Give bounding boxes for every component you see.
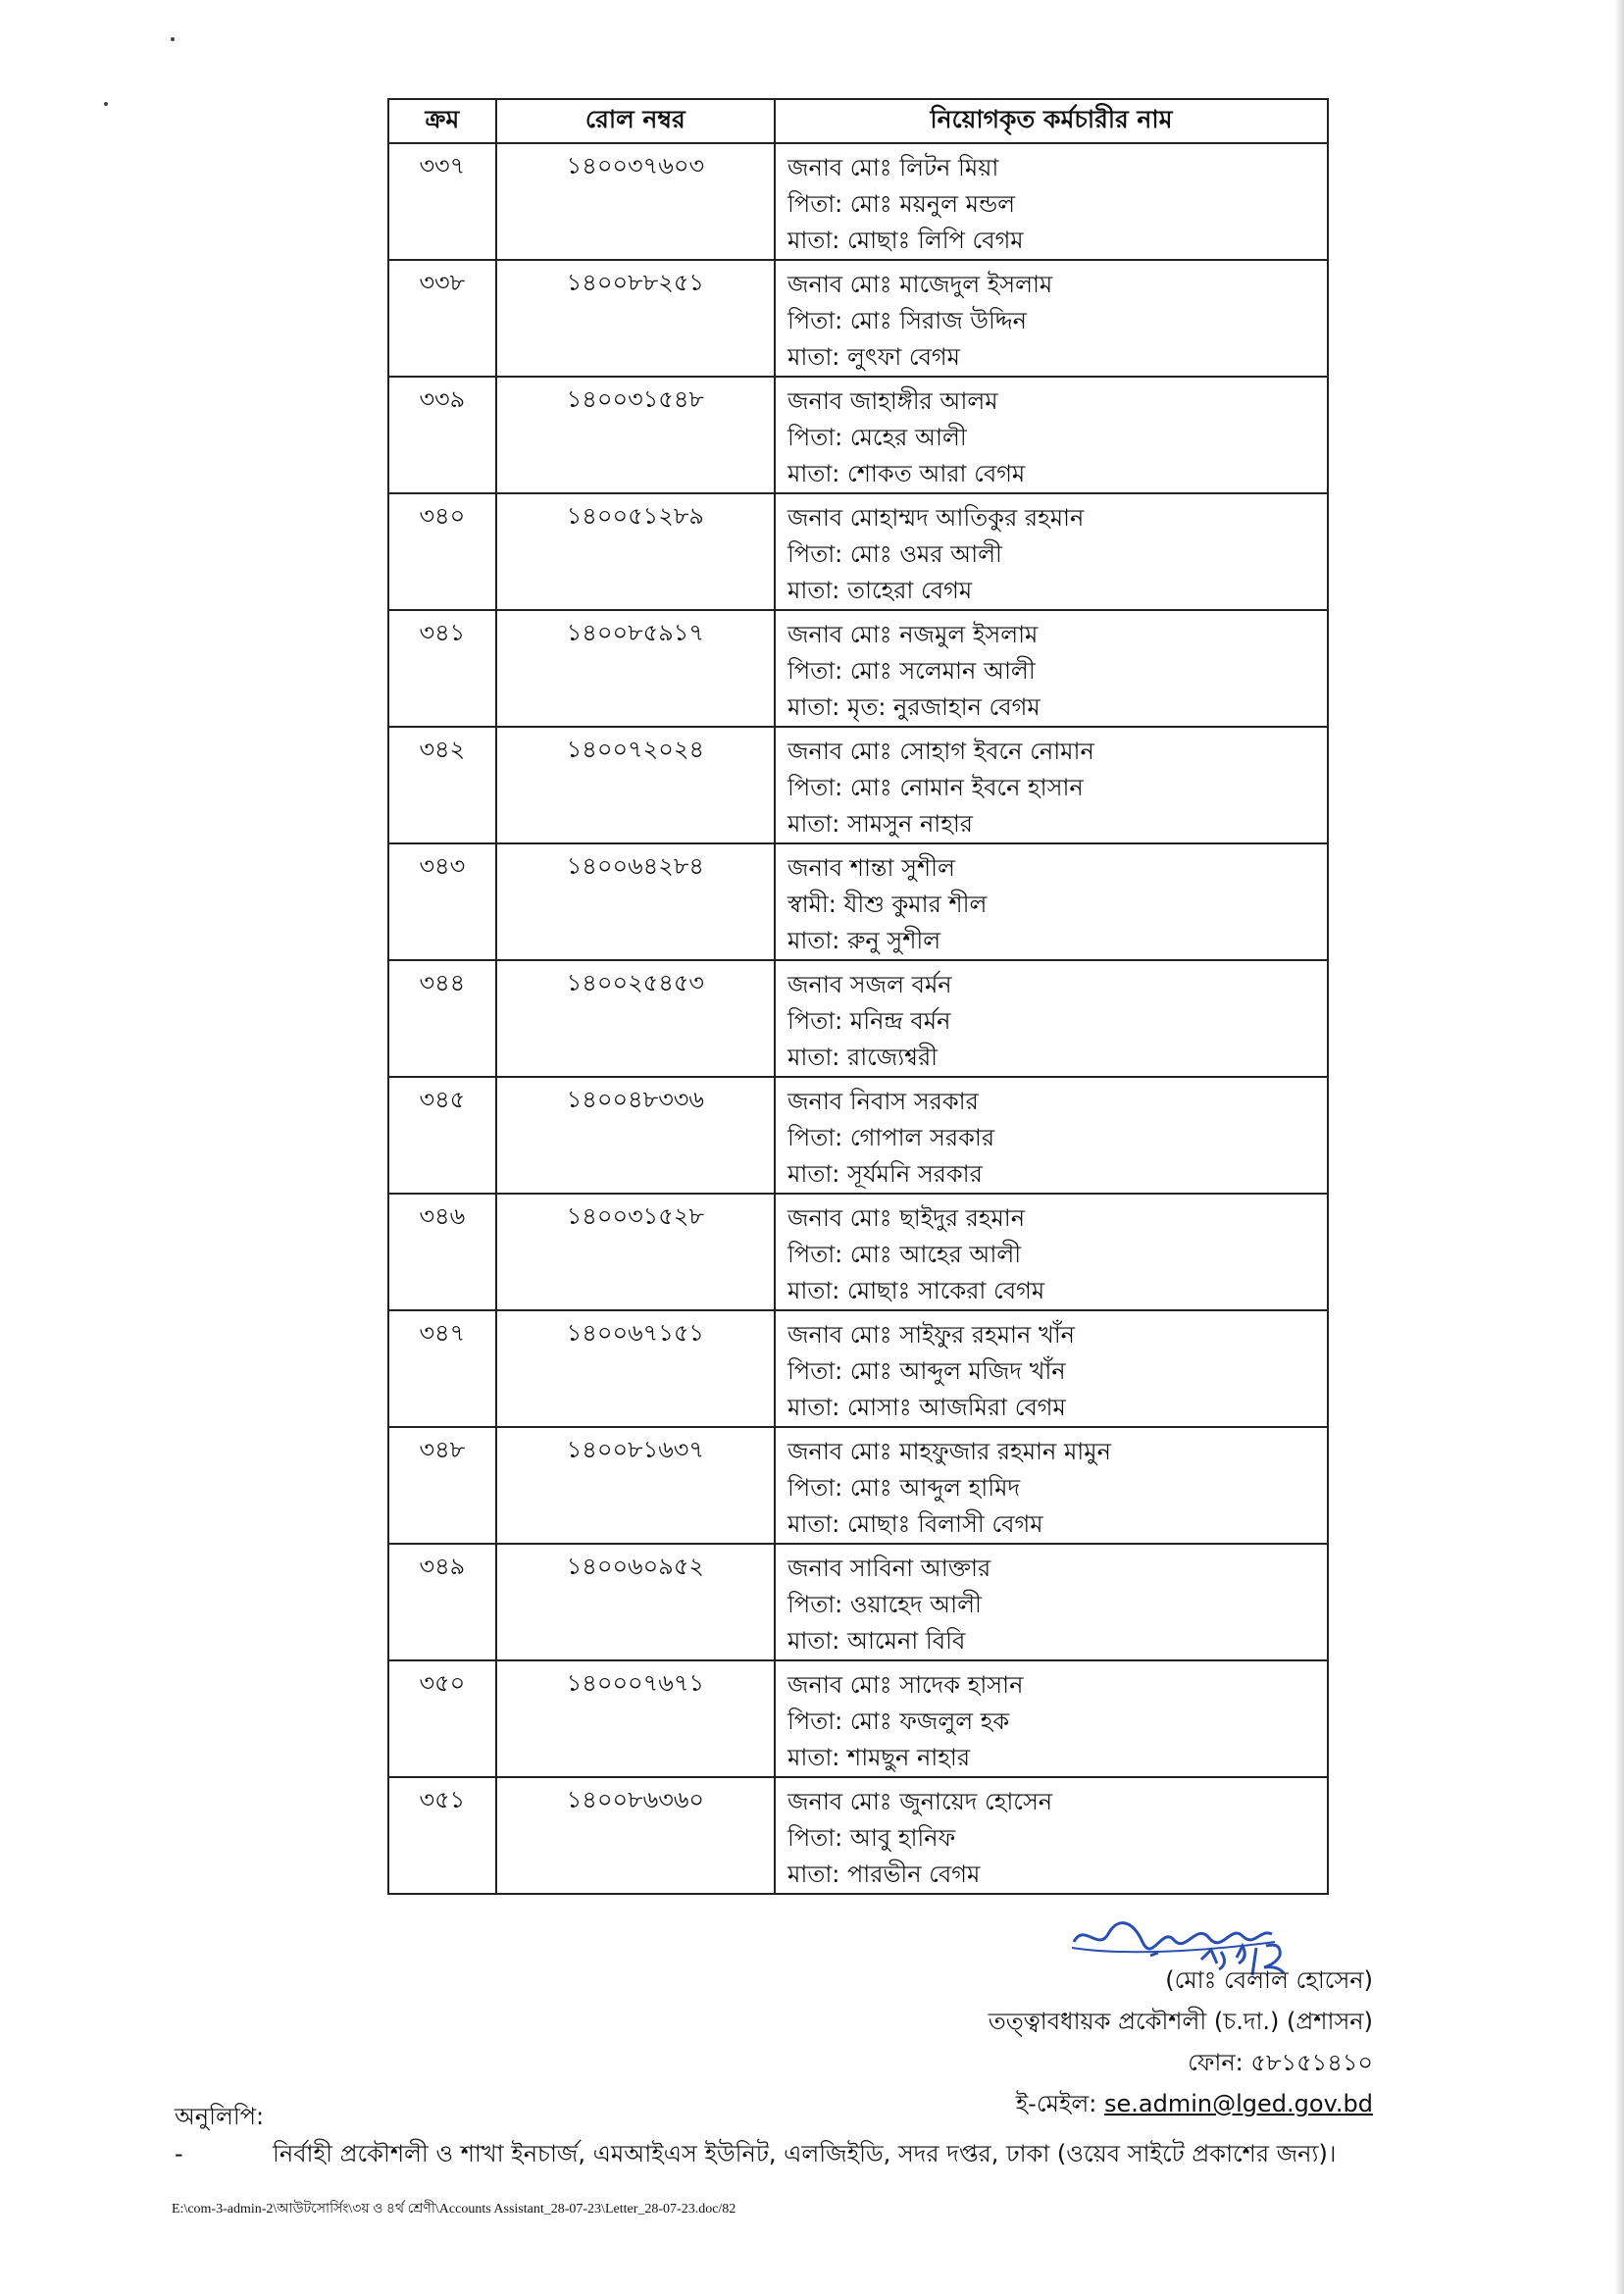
- table-row: [388, 610, 1328, 727]
- header-roll: রোল নম্বর: [496, 99, 775, 143]
- email-label: ই-মেইল:: [1015, 2090, 1097, 2117]
- row-serial: ৩৪৭: [388, 1310, 496, 1427]
- row-serial: ৩৪২: [388, 727, 496, 843]
- appointee-name: জনাব সজল বর্মন: [787, 971, 952, 998]
- row-roll-number: ১৪০০৬৭১৫১: [496, 1310, 775, 1427]
- row-roll-number: ১৪০০৩১৫৪৮: [496, 377, 775, 493]
- row-serial: ৩৪৫: [388, 1077, 496, 1194]
- appointee-mother: মাতা: তাহেরা বেগম: [787, 577, 973, 604]
- email-link[interactable]: se.admin@lged.gov.bd: [1104, 2090, 1373, 2117]
- footer-file-path: E:\com-3-admin-2\আউটসোর্সিং\৩য় ও ৪র্থ শ্রেণী\Accounts Assistant_28-07-23\Letter_28-07-23.doc/82: [172, 2202, 736, 2217]
- appointee-mother: মাতা: লুৎফা বেগম: [787, 343, 960, 371]
- row-serial: ৩৩৯: [388, 377, 496, 493]
- row-appointee: [775, 1427, 1328, 1544]
- phone-value: ৫৮১৫১৪১০: [1250, 2049, 1373, 2076]
- row-roll-number: ১৪০০৮৮২৫১: [496, 260, 775, 377]
- table-row: [388, 843, 1328, 960]
- appointee-guardian: পিতা: মোঃ ময়নুল মন্ডল: [787, 190, 1015, 218]
- row-appointee: [775, 260, 1328, 377]
- appointee-mother: মাতা: সূর্যমনি সরকার: [787, 1160, 983, 1188]
- appointee-name: জনাব মোঃ সাদেক হাসান: [787, 1671, 1024, 1699]
- row-appointee: [775, 1777, 1328, 1894]
- appointee-mother: মাতা: রাজ্যেশ্বরী: [787, 1044, 939, 1071]
- row-appointee: [775, 143, 1328, 260]
- appointee-mother: মাতা: মোছাঃ সাকেরা বেগম: [787, 1277, 1045, 1304]
- appointee-guardian: স্বামী: যীশু কুমার শীল: [787, 891, 988, 918]
- table-row: [388, 1194, 1328, 1310]
- table-row: [388, 960, 1328, 1077]
- row-roll-number: ১৪০০৬০৯৫২: [496, 1544, 775, 1660]
- appointee-name: জনাব মোঃ সোহাগ ইবনে নোমান: [787, 738, 1094, 765]
- appointee-mother: মাতা: রুনু সুশীল: [787, 927, 941, 954]
- row-serial: ৩৪০: [388, 493, 496, 610]
- row-serial: ৩৩৮: [388, 260, 496, 377]
- appointee-guardian: পিতা: মোঃ ওমর আলী: [787, 540, 1002, 568]
- appointee-name: জনাব মোঃ নজমুল ইসলাম: [787, 621, 1039, 648]
- appointee-mother: মাতা: পারভীন বেগম: [787, 1861, 981, 1888]
- appointee-name: জনাব নিবাস সরকার: [787, 1088, 979, 1115]
- row-appointee: [775, 493, 1328, 610]
- page-edge-shadow: [1614, 0, 1624, 2294]
- appointee-guardian: পিতা: মেহের আলী: [787, 424, 967, 451]
- table-row: [388, 1777, 1328, 1894]
- row-appointee: [775, 1660, 1328, 1777]
- appointee-guardian: পিতা: ওয়াহেদ আলী: [787, 1591, 982, 1618]
- appointee-mother: মাতা: মোসাঃ আজমিরা বেগম: [787, 1394, 1066, 1421]
- header-name: নিয়োগকৃত কর্মচারীর নাম: [775, 99, 1328, 143]
- appointee-guardian: পিতা: মোঃ নোমান ইবনে হাসান: [787, 774, 1084, 801]
- row-appointee: [775, 1077, 1328, 1194]
- appointee-name: জনাব মোঃ মাহফুজার রহমান মামুন: [787, 1438, 1111, 1465]
- signatory-designation: তত্ত্বাবধায়ক প্রকৌশলী (চ.দা.) (প্রশাসন): [988, 2008, 1373, 2035]
- signatory-block: [941, 1912, 1373, 2124]
- appointee-mother: মাতা: মৃত: নুরজাহান বেগম: [787, 693, 1040, 721]
- signatory-phone: [941, 2042, 1373, 2083]
- appointee-mother: মাতা: শোকত আরা বেগম: [787, 460, 1026, 487]
- appointee-mother: মাতা: মোছাঃ বিলাসী বেগম: [787, 1510, 1043, 1538]
- row-roll-number: ১৪০০৩৭৬০৩: [496, 143, 775, 260]
- appointee-guardian: পিতা: মোঃ আহের আলী: [787, 1241, 1022, 1268]
- scan-speck: [104, 102, 108, 106]
- appointee-name: জনাব শান্তা সুশীল: [787, 854, 955, 882]
- row-roll-number: ১৪০০৪৮৩৩৬: [496, 1077, 775, 1194]
- row-appointee: [775, 1544, 1328, 1660]
- signatory-email: [941, 2083, 1373, 2124]
- table-header-row: [388, 99, 1328, 143]
- table-row: [388, 727, 1328, 843]
- row-serial: ৩৪৬: [388, 1194, 496, 1310]
- appointee-guardian: পিতা: মোঃ আব্দুল হামিদ: [787, 1474, 1021, 1502]
- table-row: [388, 1427, 1328, 1544]
- row-appointee: [775, 727, 1328, 843]
- appointee-guardian: পিতা: মনিন্দ্র বর্মন: [787, 1007, 951, 1035]
- scan-speck: [171, 37, 175, 41]
- signatory-name: (মোঃ বেলাল হোসেন): [1165, 1966, 1373, 1994]
- row-roll-number: ১৪০০৩১৫২৮: [496, 1194, 775, 1310]
- row-appointee: [775, 377, 1328, 493]
- appointee-mother: মাতা: শামছুন নাহার: [787, 1744, 971, 1771]
- table-row: [388, 1077, 1328, 1194]
- phone-label: ফোন:: [1188, 2049, 1243, 2076]
- row-roll-number: ১৪০০৫১২৮৯: [496, 493, 775, 610]
- row-appointee: [775, 960, 1328, 1077]
- appointee-name: জনাব মোঃ মাজেদুল ইসলাম: [787, 271, 1053, 298]
- row-serial: ৩৪১: [388, 610, 496, 727]
- table-row: [388, 260, 1328, 377]
- header-serial: ক্রম: [388, 99, 496, 143]
- row-appointee: [775, 1310, 1328, 1427]
- appointee-name: জনাব মোঃ ছাইদুর রহমান: [787, 1204, 1026, 1232]
- table-row: [388, 1544, 1328, 1660]
- row-roll-number: ১৪০০৬৪২৮৪: [496, 843, 775, 960]
- table-row: [388, 493, 1328, 610]
- row-roll-number: ১৪০০৮৫৯১৭: [496, 610, 775, 727]
- row-roll-number: ১৪০০৮৬৩৬০: [496, 1777, 775, 1894]
- appointee-guardian: পিতা: মোঃ আব্দুল মজিদ খাঁন: [787, 1357, 1066, 1385]
- row-appointee: [775, 843, 1328, 960]
- table-row: [388, 1660, 1328, 1777]
- table-row: [388, 1310, 1328, 1427]
- row-serial: ৩৫১: [388, 1777, 496, 1894]
- table-row: [388, 377, 1328, 493]
- appointee-mother: মাতা: সামসুন নাহার: [787, 810, 974, 838]
- row-roll-number: ১৪০০০৭৬৭১: [496, 1660, 775, 1777]
- row-serial: ৩৫০: [388, 1660, 496, 1777]
- appointee-name: জনাব জাহাঙ্গীর আলম: [787, 387, 998, 415]
- row-serial: ৩৪৯: [388, 1544, 496, 1660]
- copy-recipient-text: নির্বাহী প্রকৌশলী ও শাখা ইনচার্জ, এমআইএস ইউনিট, এলজিইডি, সদর দপ্তর, ঢাকা (ওয়েব সাইটে প্রকাশের জন্য)।: [273, 2140, 1337, 2167]
- table-row: [388, 143, 1328, 260]
- appointee-mother: মাতা: আমেনা বিবি: [787, 1627, 966, 1655]
- appointee-name: জনাব মোঃ জুনায়েদ হোসেন: [787, 1788, 1053, 1815]
- appointee-mother: মাতা: মোছাঃ লিপি বেগম: [787, 227, 1024, 254]
- row-serial: ৩৪৩: [388, 843, 496, 960]
- appointee-guardian: পিতা: আবু হানিফ: [787, 1824, 956, 1852]
- row-serial: ৩৪৮: [388, 1427, 496, 1544]
- row-serial: ৩৪৪: [388, 960, 496, 1077]
- appointee-guardian: পিতা: মোঃ সিরাজ উদ্দিন: [787, 307, 1027, 334]
- row-roll-number: ১৪০০৮১৬৩৭: [496, 1427, 775, 1544]
- row-serial: ৩৩৭: [388, 143, 496, 260]
- appointee-name: জনাব মোঃ লিটন মিয়া: [787, 154, 999, 181]
- row-roll-number: ১৪০০২৫৪৫৩: [496, 960, 775, 1077]
- appointee-table: [387, 98, 1329, 1895]
- appointee-guardian: পিতা: মোঃ সলেমান আলী: [787, 657, 1036, 685]
- copy-recipient: [175, 2136, 1336, 2175]
- row-appointee: [775, 610, 1328, 727]
- appointee-guardian: পিতা: মোঃ ফজলুল হক: [787, 1708, 1010, 1735]
- row-appointee: [775, 1194, 1328, 1310]
- row-roll-number: ১৪০০৭২০২৪: [496, 727, 775, 843]
- appointee-name: জনাব মোঃ সাইফুর রহমান খাঁন: [787, 1321, 1075, 1349]
- copy-bullet: -: [175, 2140, 183, 2167]
- copy-label: অনুলিপি:: [175, 2103, 265, 2130]
- appointee-name: জনাব মোহাম্মদ আতিকুর রহমান: [787, 504, 1085, 532]
- appointee-name: জনাব সাবিনা আক্তার: [787, 1555, 991, 1582]
- appointee-guardian: পিতা: গোপাল সরকার: [787, 1124, 995, 1151]
